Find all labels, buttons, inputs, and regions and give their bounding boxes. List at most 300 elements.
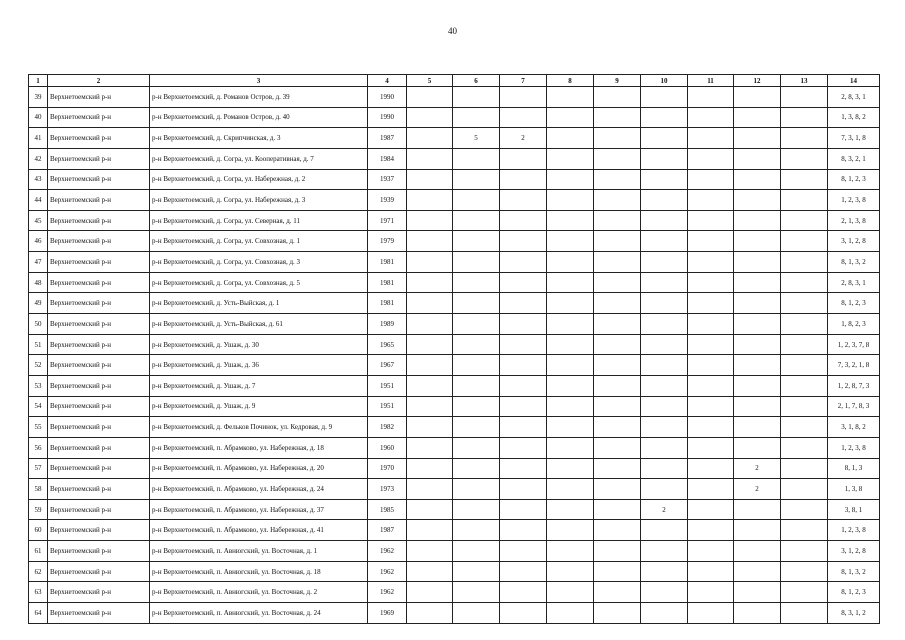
col11-cell (688, 314, 734, 335)
col6-cell (453, 334, 500, 355)
col8-cell (547, 314, 594, 335)
col5-cell (407, 231, 453, 252)
address-cell: р-н Верхнетоемский, п. Авнюгский, ул. Восточная, д. 24 (150, 603, 368, 624)
col5-cell (407, 87, 453, 108)
address-cell: р-н Верхнетоемский, д. Скрипчинская, д. 3 (150, 128, 368, 149)
col7-cell (500, 396, 547, 417)
year-cell: 1951 (368, 396, 407, 417)
address-cell: р-н Верхнетоемский, п. Абрамково, ул. Набережная, д. 37 (150, 499, 368, 520)
col10-cell (641, 252, 688, 273)
address-cell: р-н Верхнетоемский, д. Согра, ул. Совхозная, д. 5 (150, 272, 368, 293)
district-cell: Верхнетоемский р-н (48, 252, 150, 273)
col5-cell (407, 396, 453, 417)
col7-cell (500, 499, 547, 520)
col13-cell (781, 107, 828, 128)
col14-cell: 1, 2, 3, 8 (828, 190, 880, 211)
row-number: 64 (29, 603, 48, 624)
col9-cell (594, 169, 641, 190)
col9-cell (594, 499, 641, 520)
col6-cell: 5 (453, 128, 500, 149)
col8-cell (547, 561, 594, 582)
address-cell: р-н Верхнетоемский, д. Согра, ул. Совхозная, д. 1 (150, 231, 368, 252)
col11-cell (688, 107, 734, 128)
col11-cell (688, 520, 734, 541)
table-row (29, 210, 880, 231)
col12-cell (734, 355, 781, 376)
col5-cell (407, 417, 453, 438)
col13-cell (781, 437, 828, 458)
col14-cell: 8, 1, 2, 3 (828, 169, 880, 190)
col8-cell (547, 169, 594, 190)
col14-cell: 8, 3, 2, 1 (828, 148, 880, 169)
table-row (29, 561, 880, 582)
col7-cell: 2 (500, 128, 547, 149)
col5-cell (407, 582, 453, 603)
year-cell: 1962 (368, 582, 407, 603)
col7-cell (500, 375, 547, 396)
table-row (29, 272, 880, 293)
col10-cell (641, 541, 688, 562)
address-cell: р-н Верхнетоемский, д. Согра, ул. Совхозная, д. 3 (150, 252, 368, 273)
col9-cell (594, 520, 641, 541)
col6-cell (453, 582, 500, 603)
district-cell: Верхнетоемский р-н (48, 272, 150, 293)
col6-cell (453, 169, 500, 190)
table-row (29, 458, 880, 479)
col7-cell (500, 479, 547, 500)
col12-cell (734, 561, 781, 582)
address-cell: р-н Верхнетоемский, д. Согра, ул. Северная, д. 11 (150, 210, 368, 231)
row-number: 41 (29, 128, 48, 149)
column-header-4: 4 (368, 75, 407, 87)
col14-cell: 3, 1, 2, 8 (828, 231, 880, 252)
col9-cell (594, 272, 641, 293)
col13-cell (781, 252, 828, 273)
col13-cell (781, 231, 828, 252)
col13-cell (781, 334, 828, 355)
year-cell: 1937 (368, 169, 407, 190)
col9-cell (594, 603, 641, 624)
table-row (29, 417, 880, 438)
row-number: 42 (29, 148, 48, 169)
col10-cell (641, 190, 688, 211)
col6-cell (453, 231, 500, 252)
col11-cell (688, 148, 734, 169)
row-number: 39 (29, 87, 48, 108)
district-cell: Верхнетоемский р-н (48, 87, 150, 108)
col9-cell (594, 314, 641, 335)
col6-cell (453, 210, 500, 231)
table-row (29, 499, 880, 520)
col7-cell (500, 231, 547, 252)
col8-cell (547, 252, 594, 273)
col11-cell (688, 375, 734, 396)
col10-cell: 2 (641, 499, 688, 520)
year-cell: 1981 (368, 252, 407, 273)
table-row (29, 293, 880, 314)
col10-cell (641, 375, 688, 396)
col12-cell: 2 (734, 479, 781, 500)
col6-cell (453, 520, 500, 541)
year-cell: 1984 (368, 148, 407, 169)
district-cell: Верхнетоемский р-н (48, 190, 150, 211)
col13-cell (781, 355, 828, 376)
col5-cell (407, 479, 453, 500)
col12-cell (734, 417, 781, 438)
col10-cell (641, 603, 688, 624)
year-cell: 1951 (368, 375, 407, 396)
table-row (29, 375, 880, 396)
col8-cell (547, 210, 594, 231)
col13-cell (781, 272, 828, 293)
column-header-5: 5 (407, 75, 453, 87)
col10-cell (641, 107, 688, 128)
row-number: 57 (29, 458, 48, 479)
row-number: 49 (29, 293, 48, 314)
col13-cell (781, 541, 828, 562)
col6-cell (453, 148, 500, 169)
row-number: 44 (29, 190, 48, 211)
col5-cell (407, 334, 453, 355)
col14-cell: 1, 3, 8 (828, 479, 880, 500)
col6-cell (453, 458, 500, 479)
col12-cell (734, 169, 781, 190)
col7-cell (500, 355, 547, 376)
col7-cell (500, 87, 547, 108)
col5-cell (407, 520, 453, 541)
col9-cell (594, 210, 641, 231)
col12-cell (734, 437, 781, 458)
col10-cell (641, 437, 688, 458)
col14-cell: 1, 2, 3, 8 (828, 520, 880, 541)
col9-cell (594, 252, 641, 273)
col6-cell (453, 561, 500, 582)
col13-cell (781, 169, 828, 190)
address-cell: р-н Верхнетоемский, п. Авнюгский, ул. Восточная, д. 1 (150, 541, 368, 562)
col14-cell: 3, 1, 2, 8 (828, 541, 880, 562)
col10-cell (641, 169, 688, 190)
col8-cell (547, 293, 594, 314)
col7-cell (500, 252, 547, 273)
column-header-14: 14 (828, 75, 880, 87)
col14-cell: 3, 8, 1 (828, 499, 880, 520)
col5-cell (407, 458, 453, 479)
row-number: 46 (29, 231, 48, 252)
address-cell: р-н Верхнетоемский, п. Абрамково, ул. Набережная, д. 20 (150, 458, 368, 479)
col8-cell (547, 437, 594, 458)
row-number: 63 (29, 582, 48, 603)
year-cell: 1987 (368, 128, 407, 149)
table-body (29, 87, 880, 624)
col14-cell: 2, 1, 3, 8 (828, 210, 880, 231)
col10-cell (641, 582, 688, 603)
col11-cell (688, 499, 734, 520)
col5-cell (407, 375, 453, 396)
col7-cell (500, 334, 547, 355)
col5-cell (407, 272, 453, 293)
col10-cell (641, 231, 688, 252)
col12-cell: 2 (734, 458, 781, 479)
col13-cell (781, 293, 828, 314)
col10-cell (641, 458, 688, 479)
col7-cell (500, 458, 547, 479)
col7-cell (500, 272, 547, 293)
col12-cell (734, 396, 781, 417)
col8-cell (547, 458, 594, 479)
col5-cell (407, 499, 453, 520)
col11-cell (688, 355, 734, 376)
col12-cell (734, 334, 781, 355)
col5-cell (407, 169, 453, 190)
col14-cell: 8, 1, 3 (828, 458, 880, 479)
col13-cell (781, 561, 828, 582)
row-number: 62 (29, 561, 48, 582)
col12-cell (734, 87, 781, 108)
district-cell: Верхнетоемский р-н (48, 499, 150, 520)
col11-cell (688, 541, 734, 562)
district-cell: Верхнетоемский р-н (48, 169, 150, 190)
col10-cell (641, 479, 688, 500)
address-cell: р-н Верхнетоемский, д. Согра, ул. Кооперативная, д. 7 (150, 148, 368, 169)
col6-cell (453, 314, 500, 335)
col12-cell (734, 252, 781, 273)
col7-cell (500, 293, 547, 314)
col10-cell (641, 355, 688, 376)
row-number: 52 (29, 355, 48, 376)
address-cell: р-н Верхнетоемский, д. Усть-Выйская, д. 1 (150, 293, 368, 314)
page-number: 40 (448, 26, 457, 36)
col14-cell: 1, 2, 8, 7, 3 (828, 375, 880, 396)
district-cell: Верхнетоемский р-н (48, 231, 150, 252)
col14-cell: 7, 3, 2, 1, 8 (828, 355, 880, 376)
col8-cell (547, 128, 594, 149)
col8-cell (547, 355, 594, 376)
col5-cell (407, 128, 453, 149)
col13-cell (781, 582, 828, 603)
col12-cell (734, 520, 781, 541)
col13-cell (781, 87, 828, 108)
col8-cell (547, 541, 594, 562)
col5-cell (407, 541, 453, 562)
col14-cell: 8, 1, 3, 2 (828, 561, 880, 582)
year-cell: 1962 (368, 541, 407, 562)
column-header-10: 10 (641, 75, 688, 87)
col9-cell (594, 107, 641, 128)
col5-cell (407, 107, 453, 128)
district-cell: Верхнетоемский р-н (48, 210, 150, 231)
col11-cell (688, 128, 734, 149)
col10-cell (641, 396, 688, 417)
col5-cell (407, 210, 453, 231)
table-row (29, 252, 880, 273)
row-number: 58 (29, 479, 48, 500)
col6-cell (453, 437, 500, 458)
col9-cell (594, 375, 641, 396)
col7-cell (500, 169, 547, 190)
col10-cell (641, 148, 688, 169)
col10-cell (641, 314, 688, 335)
row-number: 60 (29, 520, 48, 541)
address-cell: р-н Верхнетоемский, д. Фельков Починок, ул. Кедровая, д. 9 (150, 417, 368, 438)
col8-cell (547, 582, 594, 603)
col12-cell (734, 541, 781, 562)
column-header-2: 2 (48, 75, 150, 87)
table-row (29, 479, 880, 500)
address-cell: р-н Верхнетоемский, п. Авнюгский, ул. Восточная, д. 2 (150, 582, 368, 603)
district-cell: Верхнетоемский р-н (48, 375, 150, 396)
col13-cell (781, 520, 828, 541)
table-row (29, 520, 880, 541)
col11-cell (688, 190, 734, 211)
header-row (29, 75, 880, 87)
col14-cell: 8, 1, 3, 2 (828, 252, 880, 273)
col9-cell (594, 541, 641, 562)
row-number: 53 (29, 375, 48, 396)
col12-cell (734, 107, 781, 128)
col5-cell (407, 603, 453, 624)
col8-cell (547, 272, 594, 293)
col7-cell (500, 314, 547, 335)
table-row (29, 396, 880, 417)
col12-cell (734, 314, 781, 335)
year-cell: 1985 (368, 499, 407, 520)
address-cell: р-н Верхнетоемский, п. Авнюгский, ул. Восточная, д. 18 (150, 561, 368, 582)
row-number: 59 (29, 499, 48, 520)
col7-cell (500, 561, 547, 582)
col11-cell (688, 231, 734, 252)
col10-cell (641, 272, 688, 293)
col14-cell: 1, 8, 2, 3 (828, 314, 880, 335)
col8-cell (547, 499, 594, 520)
col14-cell: 1, 2, 3, 8 (828, 437, 880, 458)
address-cell: р-н Верхнетоемский, п. Абрамково, ул. Набережная, д. 41 (150, 520, 368, 541)
col6-cell (453, 355, 500, 376)
col11-cell (688, 293, 734, 314)
col10-cell (641, 417, 688, 438)
row-number: 55 (29, 417, 48, 438)
col12-cell (734, 210, 781, 231)
year-cell: 1982 (368, 417, 407, 438)
col8-cell (547, 334, 594, 355)
address-cell: р-н Верхнетоемский, д. Ушаж, д. 30 (150, 334, 368, 355)
col9-cell (594, 458, 641, 479)
col12-cell (734, 499, 781, 520)
col9-cell (594, 231, 641, 252)
col14-cell: 1, 2, 3, 7, 8 (828, 334, 880, 355)
year-cell: 1973 (368, 479, 407, 500)
row-number: 43 (29, 169, 48, 190)
col11-cell (688, 561, 734, 582)
col7-cell (500, 603, 547, 624)
col9-cell (594, 293, 641, 314)
col14-cell: 2, 8, 3, 1 (828, 87, 880, 108)
year-cell: 1969 (368, 603, 407, 624)
col11-cell (688, 437, 734, 458)
col11-cell (688, 272, 734, 293)
col7-cell (500, 520, 547, 541)
col11-cell (688, 210, 734, 231)
col9-cell (594, 334, 641, 355)
col13-cell (781, 314, 828, 335)
col9-cell (594, 355, 641, 376)
col12-cell (734, 190, 781, 211)
col8-cell (547, 603, 594, 624)
district-cell: Верхнетоемский р-н (48, 334, 150, 355)
year-cell: 1981 (368, 272, 407, 293)
col7-cell (500, 210, 547, 231)
table-row (29, 190, 880, 211)
row-number: 56 (29, 437, 48, 458)
column-header-13: 13 (781, 75, 828, 87)
col6-cell (453, 252, 500, 273)
row-number: 45 (29, 210, 48, 231)
table-row (29, 169, 880, 190)
col6-cell (453, 603, 500, 624)
col14-cell: 2, 8, 3, 1 (828, 272, 880, 293)
col5-cell (407, 148, 453, 169)
district-cell: Верхнетоемский р-н (48, 561, 150, 582)
col11-cell (688, 87, 734, 108)
table-row (29, 231, 880, 252)
col14-cell: 8, 3, 1, 2 (828, 603, 880, 624)
col7-cell (500, 582, 547, 603)
district-cell: Верхнетоемский р-н (48, 541, 150, 562)
district-cell: Верхнетоемский р-н (48, 128, 150, 149)
district-cell: Верхнетоемский р-н (48, 293, 150, 314)
column-header-7: 7 (500, 75, 547, 87)
col5-cell (407, 437, 453, 458)
col8-cell (547, 87, 594, 108)
col13-cell (781, 210, 828, 231)
col14-cell: 8, 1, 2, 3 (828, 293, 880, 314)
col7-cell (500, 417, 547, 438)
col9-cell (594, 437, 641, 458)
year-cell: 1990 (368, 107, 407, 128)
col11-cell (688, 169, 734, 190)
district-cell: Верхнетоемский р-н (48, 314, 150, 335)
district-cell: Верхнетоемский р-н (48, 582, 150, 603)
table-row (29, 582, 880, 603)
col14-cell: 3, 1, 8, 2 (828, 417, 880, 438)
col14-cell: 1, 3, 8, 2 (828, 107, 880, 128)
col9-cell (594, 479, 641, 500)
col9-cell (594, 87, 641, 108)
district-cell: Верхнетоемский р-н (48, 417, 150, 438)
year-cell: 1990 (368, 87, 407, 108)
address-cell: р-н Верхнетоемский, д. Ушаж, д. 9 (150, 396, 368, 417)
col9-cell (594, 148, 641, 169)
col10-cell (641, 334, 688, 355)
col12-cell (734, 128, 781, 149)
col8-cell (547, 190, 594, 211)
col13-cell (781, 148, 828, 169)
col11-cell (688, 396, 734, 417)
table-row (29, 334, 880, 355)
row-number: 47 (29, 252, 48, 273)
col9-cell (594, 396, 641, 417)
col8-cell (547, 107, 594, 128)
table-row (29, 148, 880, 169)
col10-cell (641, 87, 688, 108)
district-cell: Верхнетоемский р-н (48, 603, 150, 624)
col13-cell (781, 417, 828, 438)
col8-cell (547, 479, 594, 500)
col13-cell (781, 479, 828, 500)
col9-cell (594, 582, 641, 603)
col8-cell (547, 520, 594, 541)
address-cell: р-н Верхнетоемский, д. Романов Остров, д. 39 (150, 87, 368, 108)
district-cell: Верхнетоемский р-н (48, 458, 150, 479)
